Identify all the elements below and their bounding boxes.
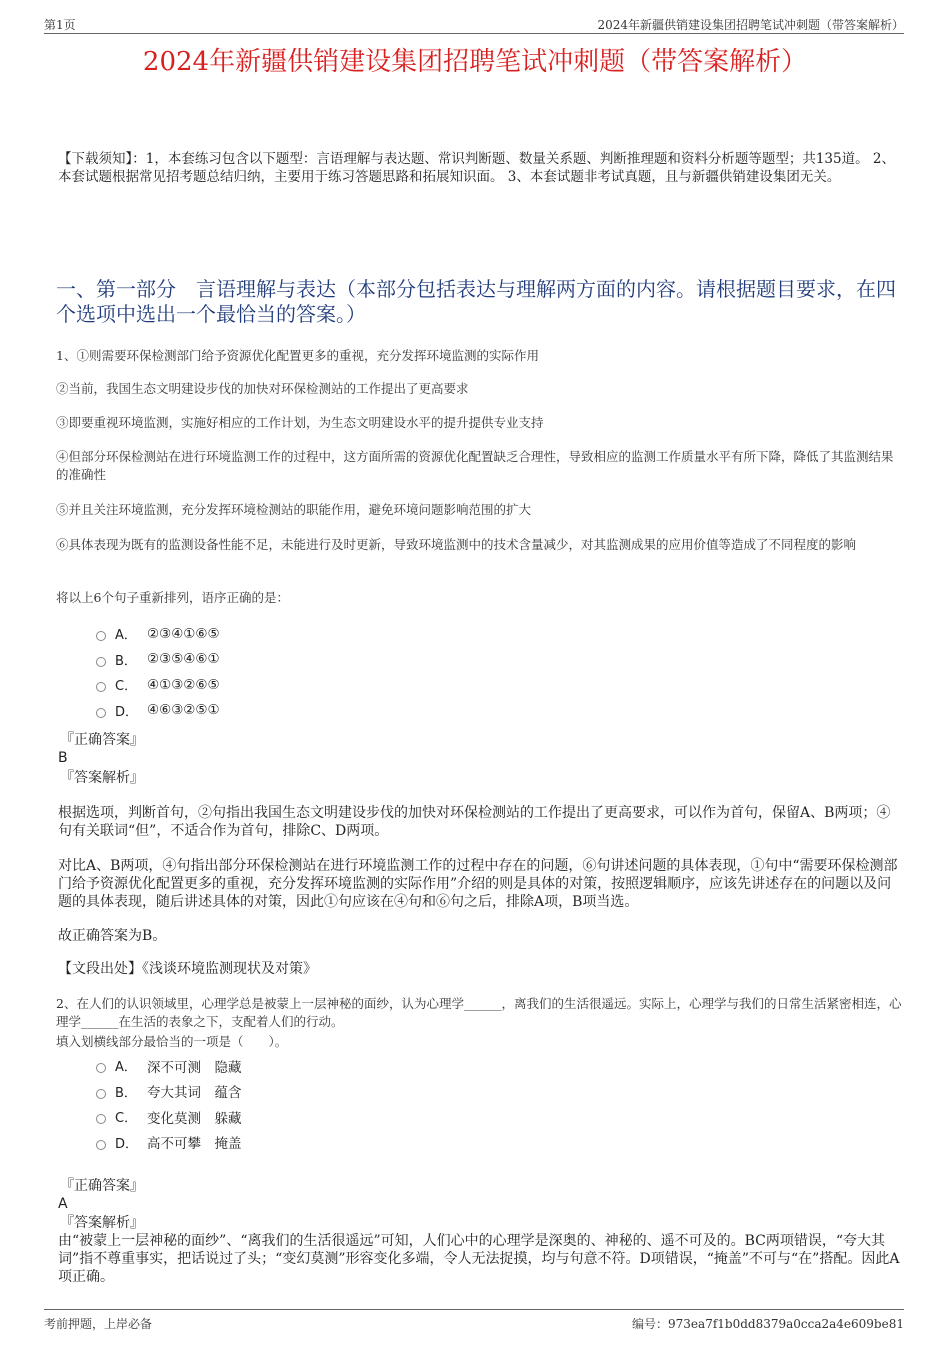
q2-stem: 2、在人们的认识领域里，心理学总是被蒙上一层神秘的面纱，认为心理学______，离我们的生活很遥远。实际上，心理学与我们的日常生活紧密相连，心理学______在生活的表象之下，支配着人们的行动。 — [56, 996, 902, 1029]
footer-serial: 编号：973ea7f1b0dd8379a0cca2a4e609be81 — [632, 1317, 904, 1331]
page-header — [44, 14, 904, 34]
radio-icon[interactable] — [96, 682, 106, 692]
q2-answer-label: 『正确答案』 — [60, 1178, 144, 1194]
q2-prompt: 填入划横线部分最恰当的一项是（ ）。 — [56, 1034, 288, 1049]
q2-option-d[interactable] — [96, 1130, 242, 1156]
q2-option-c[interactable] — [96, 1104, 242, 1130]
document-title: 2024年新疆供销建设集团招聘笔试冲刺题（带答案解析） — [142, 47, 808, 77]
radio-icon[interactable] — [96, 1089, 106, 1099]
q1-sentence-1: 1、①则需要环保检测部门给予资源优化配置更多的重视，充分发挥环境监测的实际作用 — [56, 348, 539, 363]
section-heading: 一、第一部分 言语理解与表达（本部分包括表达与理解两方面的内容。请根据题目要求，在四个选项中选出一个最恰当的答案。） — [56, 277, 896, 326]
option-letter: C． — [115, 679, 138, 695]
q1-option-b[interactable] — [96, 647, 220, 673]
radio-icon[interactable] — [96, 708, 106, 718]
q1-source: 【文段出处】《浅谈环境监测现状及对策》 — [58, 961, 317, 977]
option-letter: B． — [115, 1085, 137, 1101]
radio-icon[interactable] — [96, 1140, 106, 1150]
q1-sentence-3: ③即要重视环境监测，实施好相应的工作计划，为生态文明建设水平的提升提供专业支持 — [56, 415, 544, 430]
q1-option-a[interactable] — [96, 621, 220, 647]
page-footer — [44, 1309, 904, 1331]
q1-options — [96, 621, 220, 723]
page-number: 第1页 — [44, 18, 76, 32]
radio-icon[interactable] — [96, 1114, 106, 1124]
option-text: 夸大其词 蕴含 — [147, 1085, 242, 1102]
q1-analysis-paragraph-2: 对比A、B两项，④句指出部分环保检测站在进行环境监测工作的过程中存在的问题，⑥句讲述问题的具体表现，①句中“需要环保检测部门给予资源优化配置更多的重视，充分发挥环境监测的实际作用”介绍的则是具体的对策，按照逻辑顺序，应该先讲述存在的问题以及问题的具体表现，随后讲述具体的对策，因此①句应该在④句和⑥句之后，排除A项，B项当选。 — [58, 858, 898, 910]
q1-analysis-paragraph-1: 根据选项，判断首句，②句指出我国生态文明建设步伐的加快对环保检测站的工作提出了更高要求，可以作为首句，保留A、B两项；④句有关联词“但”，不适合作为首句，排除C、D两项。 — [58, 805, 891, 839]
q1-option-c[interactable] — [96, 672, 220, 698]
q1-analysis-label: 『答案解析』 — [60, 770, 144, 786]
option-text: ②③④①⑥⑤ — [147, 625, 220, 642]
option-letter: A． — [115, 1060, 137, 1076]
q2-option-b[interactable] — [96, 1079, 242, 1105]
q1-sentence-4: ④但部分环保检测站在进行环境监测工作的过程中，这方面所需的资源优化配置缺乏合理性，导致相应的监测工作质量水平有所下降，降低了其监测结果的准确性 — [56, 449, 894, 482]
q1-prompt: 将以上6个句子重新排列，语序正确的是： — [56, 590, 289, 605]
radio-icon[interactable] — [96, 657, 106, 667]
q1-answer: B — [58, 750, 68, 766]
radio-icon[interactable] — [96, 631, 106, 641]
q2-answer: A — [58, 1196, 68, 1212]
option-letter: D． — [115, 704, 139, 720]
option-text: ②③⑤④⑥① — [147, 651, 220, 668]
radio-icon[interactable] — [96, 1063, 106, 1073]
option-letter: B． — [115, 653, 137, 669]
q2-analysis: 由“被蒙上一层神秘的面纱”、“离我们的生活很遥远”可知，人们心中的心理学是深奥的、神秘的、遥不可及的。BC两项错误，“夸大其词”指不尊重事实，把话说过了头；“变幻莫测”形容变化多端，令人无法捉摸，均与句意不符。D项错误，“掩盖”不可与“在”搭配。因此A项正确。 — [58, 1233, 900, 1285]
footer-slogan: 考前押题，上岸必备 — [44, 1317, 153, 1331]
option-text: ④①③②⑥⑤ — [147, 676, 220, 693]
q2-options — [96, 1053, 242, 1155]
q1-sentence-5: ⑤并且关注环境监测，充分发挥环境检测站的职能作用，避免环境问题影响范围的扩大 — [56, 502, 532, 517]
q2-option-a[interactable] — [96, 1053, 242, 1079]
q1-analysis-paragraph-3: 故正确答案为B。 — [58, 928, 167, 944]
option-text: 深不可测 隐藏 — [147, 1059, 242, 1076]
option-text: 变化莫测 躲藏 — [147, 1110, 242, 1127]
option-letter: C． — [115, 1111, 138, 1127]
download-notice: 【下载须知】：1，本套练习包含以下题型：言语理解与表达题、常识判断题、数量关系题、判断推理题和资料分析题等题型；共135道。 2、本套试题根据常见招考题总结归纳，主要用于练习答题思路和拓展知识面。 3、本套试题非考试真题，且与新疆供销建设集团无关。 — [58, 151, 895, 185]
option-text: 高不可攀 掩盖 — [147, 1136, 242, 1153]
option-letter: D． — [115, 1136, 139, 1152]
q1-sentence-2: ②当前，我国生态文明建设步伐的加快对环保检测站的工作提出了更高要求 — [56, 381, 469, 396]
option-text: ④⑥③②⑤① — [147, 702, 220, 719]
header-title: 2024年新疆供销建设集团招聘笔试冲刺题（带答案解析） — [597, 18, 904, 32]
option-letter: A． — [115, 628, 137, 644]
q1-sentence-6: ⑥具体表现为既有的监测设备性能不足，未能进行及时更新，导致环境监测中的技术含量减少，对其监测成果的应用价值等造成了不同程度的影响 — [56, 537, 857, 552]
q1-option-d[interactable] — [96, 698, 220, 724]
q2-analysis-label: 『答案解析』 — [60, 1215, 144, 1231]
q1-answer-label: 『正确答案』 — [60, 732, 144, 748]
